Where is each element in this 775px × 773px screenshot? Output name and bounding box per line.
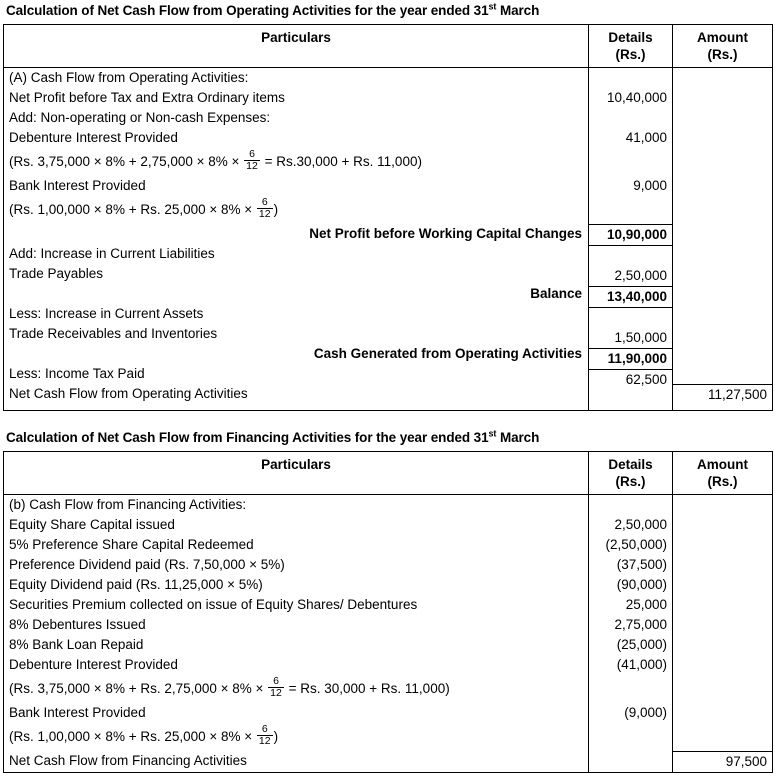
operating-activities-table xyxy=(3,24,773,411)
column-header-details-label: Details xyxy=(608,30,653,45)
particulars-line: (Rs. 3,75,000 × 8% + 2,75,000 × 8% × $\frac{6}{12}$ = Rs.30,000 + Rs. 11,000) xyxy=(9,148,422,172)
details-value: (90,000) xyxy=(616,577,667,592)
details-lines xyxy=(589,495,672,771)
amount-value xyxy=(673,723,772,751)
amount-value xyxy=(673,555,772,575)
amount-value xyxy=(673,675,772,703)
details-value: (25,000) xyxy=(616,637,667,652)
particulars-line: Net Profit before Working Capital Changes xyxy=(309,226,582,241)
column-header-amount-unit: (Rs.) xyxy=(707,47,738,62)
details-value: 10,40,000 xyxy=(606,90,667,105)
column-header-particulars: Particulars xyxy=(4,452,589,495)
details-value xyxy=(589,68,672,88)
details-value: 11,90,000 xyxy=(589,348,672,370)
particulars-line: Bank Interest Provided xyxy=(9,178,146,193)
particulars-line: Less: Increase in Current Assets xyxy=(9,306,204,321)
amount-value xyxy=(673,176,772,196)
details-value: 2,50,000 xyxy=(614,517,667,532)
amount-value xyxy=(673,88,772,108)
details-value: 9,000 xyxy=(633,178,667,193)
column-header-details xyxy=(589,452,673,495)
particulars-lines xyxy=(4,495,588,771)
fraction-six-twelfths: $\frac{6}{12}$ xyxy=(258,196,271,220)
fraction-six-twelfths: $\frac{6}{12}$ xyxy=(258,723,271,747)
amount-value xyxy=(673,264,772,284)
column-header-amount-unit: (Rs.) xyxy=(707,474,738,489)
particulars-line: Equity Dividend paid (Rs. 11,25,000 × 5%) xyxy=(9,577,263,592)
particulars-line: (Rs. 3,75,000 × 8% + Rs. 2,75,000 × 8% × $\frac{6}{12}$ = Rs. 30,000 + Rs. 11,000) xyxy=(9,675,450,699)
column-header-amount xyxy=(673,25,773,68)
particulars-line: (b) Cash Flow from Financing Activities: xyxy=(9,497,247,512)
details-value xyxy=(589,246,672,266)
amount-value xyxy=(673,224,772,244)
amount-value: 97,500 xyxy=(673,751,772,772)
column-header-amount-label: Amount xyxy=(697,30,748,45)
amount-value xyxy=(673,196,772,224)
particulars-line: 8% Bank Loan Repaid xyxy=(9,637,144,652)
amount-cell xyxy=(673,68,773,411)
particulars-line: Bank Interest Provided xyxy=(9,705,146,720)
details-value: 62,500 xyxy=(625,372,667,387)
particulars-line: 8% Debentures Issued xyxy=(9,617,146,632)
amount-value xyxy=(673,655,772,675)
table-body-row xyxy=(4,68,773,411)
particulars-line: Debenture Interest Provided xyxy=(9,657,178,672)
particulars-line: Preference Dividend paid (Rs. 7,50,000 × 5%) xyxy=(9,557,285,572)
details-value xyxy=(589,196,672,224)
financing-activities-table xyxy=(3,451,773,773)
particulars-line: Less: Income Tax Paid xyxy=(9,366,145,381)
column-header-amount xyxy=(673,452,773,495)
amount-lines xyxy=(673,68,772,405)
particulars-line: Debenture Interest Provided xyxy=(9,130,178,145)
particulars-line: Net Cash Flow from Financing Activities xyxy=(9,753,247,768)
details-cell xyxy=(589,68,673,411)
details-value: 10,90,000 xyxy=(589,224,672,246)
amount-value xyxy=(673,703,772,723)
amount-lines xyxy=(673,495,772,772)
details-value: 25,000 xyxy=(625,597,667,612)
amount-value xyxy=(673,128,772,148)
particulars-line: Trade Payables xyxy=(9,266,104,281)
particulars-line: (Rs. 1,00,000 × 8% + Rs. 25,000 × 8% × $\frac{6}{12}$ ) xyxy=(9,723,279,747)
section-title-operating-suffix: March xyxy=(496,3,540,18)
column-header-particulars: Particulars xyxy=(4,25,589,68)
amount-value xyxy=(673,575,772,595)
section-title-operating xyxy=(3,0,772,24)
details-value xyxy=(589,675,672,703)
amount-value xyxy=(673,344,772,364)
amount-value xyxy=(673,304,772,324)
details-value xyxy=(589,495,672,515)
column-header-details xyxy=(589,25,673,68)
particulars-cell xyxy=(4,68,589,411)
table-body-row xyxy=(4,495,773,773)
particulars-line: Equity Share Capital issued xyxy=(9,517,175,532)
amount-value xyxy=(673,495,772,515)
particulars-line: Add: Non-operating or Non-cash Expenses: xyxy=(9,110,271,125)
particulars-line: Trade Receivables and Inventories xyxy=(9,326,218,341)
particulars-line: Net Cash Flow from Operating Activities xyxy=(9,386,248,401)
particulars-line: 5% Preference Share Capital Redeemed xyxy=(9,537,254,552)
section-title-operating-text: Calculation of Net Cash Flow from Operating Activities for the year ended 31 xyxy=(6,3,489,18)
amount-value xyxy=(673,284,772,304)
table-header-row xyxy=(4,25,773,68)
amount-value xyxy=(673,244,772,264)
amount-value xyxy=(673,535,772,555)
amount-value: 11,27,500 xyxy=(673,384,772,405)
column-header-details-unit: (Rs.) xyxy=(615,47,646,62)
amount-value xyxy=(673,148,772,176)
details-value: 13,40,000 xyxy=(589,286,672,308)
amount-value xyxy=(673,324,772,344)
details-lines xyxy=(589,68,672,410)
amount-value xyxy=(673,364,772,384)
particulars-lines xyxy=(4,68,588,404)
amount-value xyxy=(673,515,772,535)
section-title-financing-sup: st xyxy=(488,428,497,439)
particulars-line: (Rs. 1,00,000 × 8% + Rs. 25,000 × 8% × $\frac{6}{12}$ ) xyxy=(9,196,279,220)
details-value: 2,50,000 xyxy=(614,268,667,283)
particulars-line: Net Profit before Tax and Extra Ordinary items xyxy=(9,90,285,105)
details-value: (2,50,000) xyxy=(605,537,667,552)
details-value: (37,500) xyxy=(616,557,667,572)
fraction-six-twelfths: $\frac{6}{12}$ xyxy=(270,675,282,699)
details-value: 41,000 xyxy=(625,130,667,145)
particulars-cell xyxy=(4,495,589,773)
particulars-line: Add: Increase in Current Liabilities xyxy=(9,246,215,261)
amount-value xyxy=(673,595,772,615)
amount-value xyxy=(673,615,772,635)
details-value: (41,000) xyxy=(616,657,667,672)
particulars-line: Balance xyxy=(530,286,582,301)
section-spacer xyxy=(3,411,772,427)
particulars-line: (A) Cash Flow from Operating Activities: xyxy=(9,70,249,85)
details-value xyxy=(589,390,672,410)
particulars-line: Cash Generated from Operating Activities xyxy=(313,346,582,361)
section-title-financing-text: Calculation of Net Cash Flow from Financing Activities for the year ended 31 xyxy=(6,430,489,445)
section-title-operating-sup: st xyxy=(488,1,497,12)
table-header-row xyxy=(4,452,773,495)
particulars-line: Securities Premium collected on issue of Equity Shares/ Debentures xyxy=(9,597,418,612)
section-title-financing xyxy=(3,427,772,451)
column-header-details-unit: (Rs.) xyxy=(615,474,646,489)
details-value xyxy=(589,108,672,128)
details-value xyxy=(589,308,672,328)
details-cell xyxy=(589,495,673,773)
fraction-six-twelfths: $\frac{6}{12}$ xyxy=(246,148,258,172)
column-header-details-label: Details xyxy=(608,457,653,472)
column-header-amount-label: Amount xyxy=(697,457,748,472)
section-title-financing-suffix: March xyxy=(496,430,540,445)
details-value xyxy=(589,723,672,751)
details-value: 1,50,000 xyxy=(614,330,667,345)
amount-value xyxy=(673,108,772,128)
details-value: 2,75,000 xyxy=(614,617,667,632)
amount-value xyxy=(673,68,772,88)
details-value xyxy=(589,148,672,176)
details-value xyxy=(589,751,672,771)
details-value: (9,000) xyxy=(624,705,667,720)
amount-cell xyxy=(673,495,773,773)
amount-value xyxy=(673,635,772,655)
